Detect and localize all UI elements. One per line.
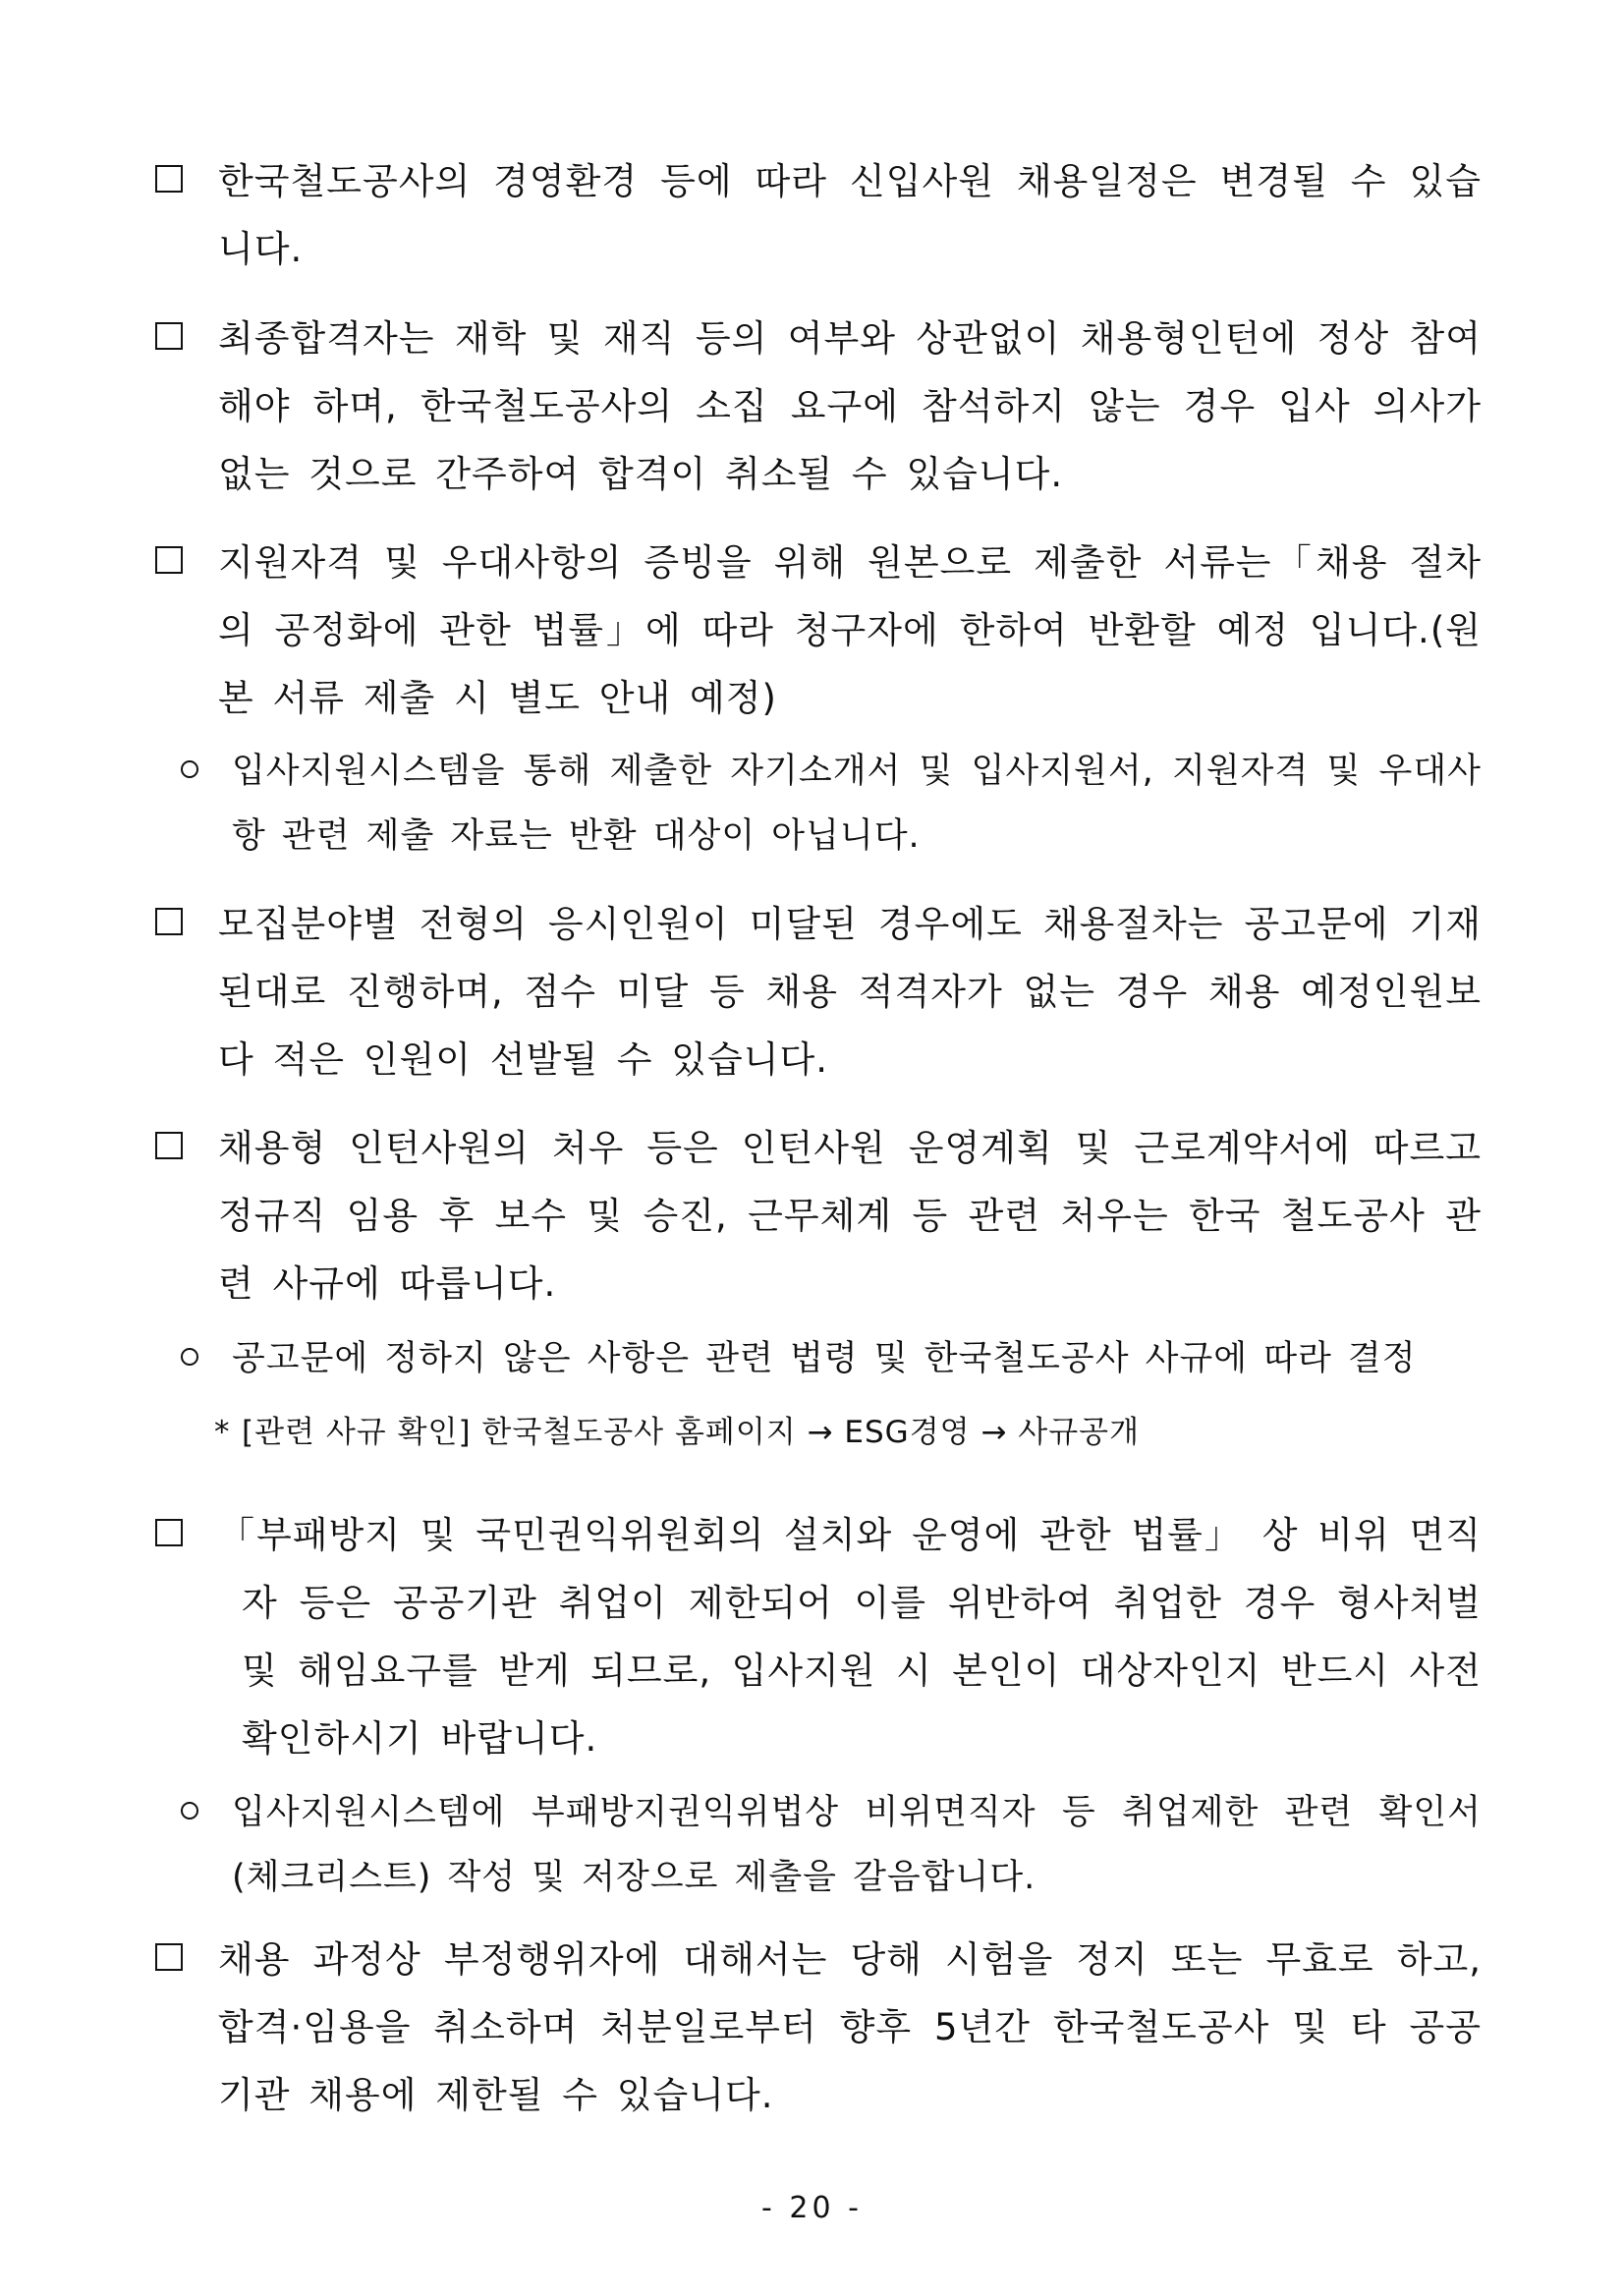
notice-item-treatment: [155, 1114, 1482, 1317]
square-bullet-icon: [155, 322, 183, 350]
notice-text: 지원자격 및 우대사항의 증빙을 위해 원본으로 제출한 서류는「채용 절차의 공정화에 관한 법률」에 따라 청구자에 한하여 반환할 예정 입니다.(원본 서류 제출 시 별도 안내 예정): [218, 541, 1482, 719]
square-bullet-icon: [155, 165, 183, 193]
sub-text: 입사지원시스템을 통해 제출한 자기소개서 및 입사지원서, 지원자격 및 우대사항 관련 제출 자료는 반환 대상이 아닙니다.: [232, 752, 1482, 856]
square-bullet-icon: [155, 1132, 183, 1159]
circle-bullet-icon: [181, 1348, 198, 1366]
note-regulation-link: [214, 1403, 1482, 1462]
note-text: [관련 사규 확인] 한국철도공사 홈페이지 → ESG경영 → 사규공개: [242, 1415, 1141, 1450]
square-bullet-icon: [155, 1943, 183, 1971]
circle-bullet-icon: [181, 760, 198, 778]
circle-bullet-icon: [181, 1802, 198, 1820]
notice-text: 한국철도공사의 경영환경 등에 따라 신입사원 채용일정은 변경될 수 있습니다.: [218, 160, 1482, 270]
notice-item-shortfall: [155, 890, 1482, 1093]
square-bullet-icon: [155, 546, 183, 574]
sub-text: 공고문에 정하지 않은 사항은 관련 법령 및 한국철도공사 사규에 따라 결정: [232, 1339, 1417, 1378]
notice-text: [218, 1501, 1482, 1772]
notice-text: 최종합격자는 재학 및 재직 등의 여부와 상관없이 채용형인턴에 정상 참여해야 하며, 한국철도공사의 소집 요구에 참석하지 않는 경우 입사 의사가 없는 것으로 간주하여 합격이 취소될 수 있습니다.: [218, 317, 1483, 495]
notice-text: 모집분야별 전형의 응시인원이 미달된 경우에도 채용절차는 공고문에 기재된대로 진행하며, 점수 미달 등 채용 적격자가 없는 경우 채용 예정인원보다 적은 인원이 선발될 수 있습니다.: [218, 903, 1482, 1081]
notice-text: 채용형 인턴사원의 처우 등은 인턴사원 운영계획 및 근로계약서에 따르고 정규직 임용 후 보수 및 승진, 근무체계 등 관련 처우는 한국 철도공사 관련 사규에 따릅니다.: [218, 1127, 1482, 1305]
page-number: - 20 -: [761, 2191, 863, 2225]
notice-item-employment-restriction: [155, 1501, 1482, 1772]
square-bullet-icon: [155, 1519, 183, 1546]
notice-text: 채용 과정상 부정행위자에 대해서는 당해 시험을 정지 또는 무효로 하고, 합격·임용을 취소하며 처분일로부터 향후 5년간 한국철도공사 및 타 공공기관 채용에 제한될 수 있습니다.: [218, 1938, 1482, 2116]
notice-item-schedule: [155, 147, 1482, 283]
sub-item-checklist: [177, 1780, 1482, 1910]
notice-text-rest: 면직자 등은 공공기관 취업이 제한되어 이를 위반하여 취업한 경우 형사처벌 및 해임요구를 받게 되므로, 입사지원 시 본인이 대상자인지 반드시 사전 확인하시기 바랍니다.: [242, 1514, 1482, 1760]
square-bullet-icon: [155, 908, 183, 935]
sub-text: 입사지원시스템에 부패방지권익위법상 비위면직자 등 취업제한 관련 확인서 (체크리스트) 작성 및 저장으로 제출을 갈음합니다.: [232, 1793, 1482, 1897]
notice-text-first-line: 「부패방지 및 국민권익위원회의 설치와 운영에 관한 법률」 상 비위: [218, 1514, 1390, 1556]
notice-item-intern-participation: [155, 305, 1482, 508]
asterisk-icon: *: [214, 1415, 231, 1450]
sub-item-not-returned: [177, 739, 1482, 868]
notice-item-misconduct: [155, 1926, 1482, 2129]
sub-item-unspecified-matters: [177, 1326, 1482, 1391]
notice-item-document-return: [155, 529, 1482, 732]
